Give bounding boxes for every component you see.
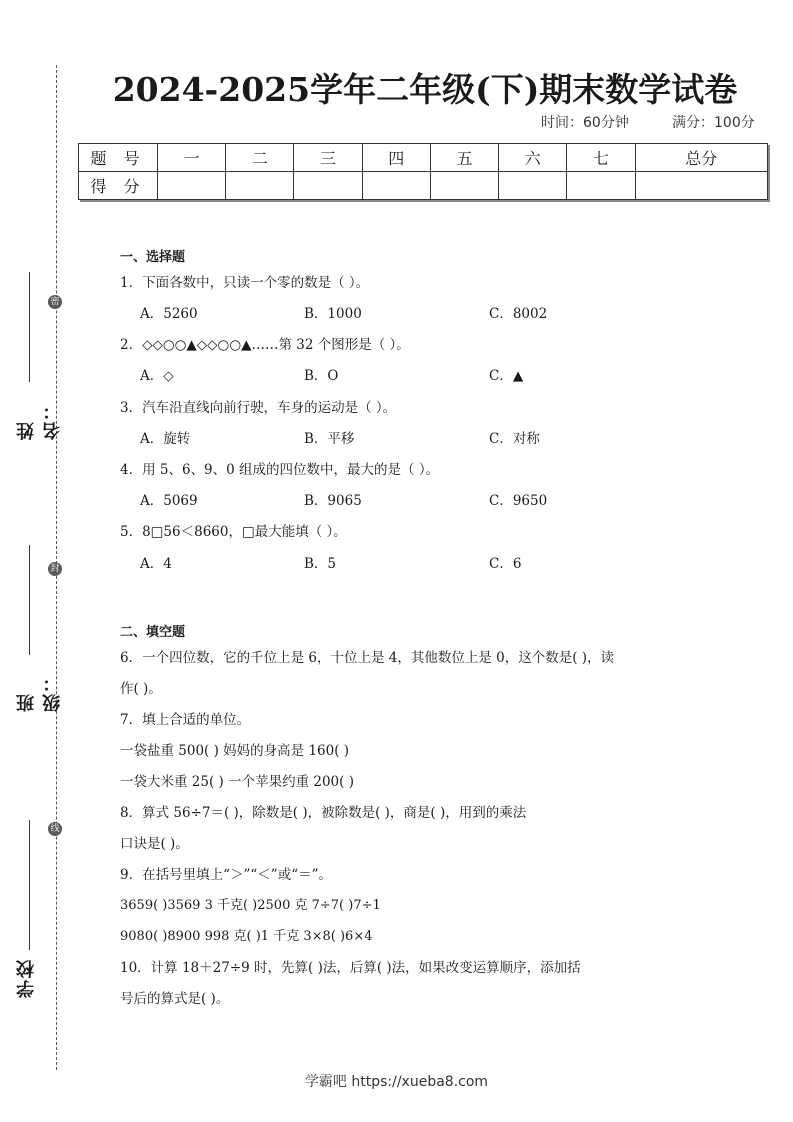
fill-line: 3659( )3569 3 千克( )2500 克 7÷7( )7÷1 bbox=[120, 898, 381, 913]
seal-mark-xian: 线 bbox=[48, 822, 62, 836]
fill-line: 6．一个四位数，它的千位上是 6，十位上是 4，其他数位上是 0，这个数是( )，读 bbox=[120, 650, 615, 666]
question-option[interactable]: C．8002 bbox=[489, 306, 548, 322]
school-label: 学校 bbox=[16, 958, 37, 998]
fill-line: 8．算式 56÷7＝( )，除数是( )，被除数是( )，商是( )，用到的乘法 bbox=[120, 805, 527, 821]
fill-line: 10．计算 18＋27÷9 时，先算( )法，后算( )法，如果改变运算顺序，添加括 bbox=[120, 960, 581, 976]
section-heading-fill: 二、填空题 bbox=[120, 625, 186, 640]
score-table-cell: 总分 bbox=[635, 144, 767, 172]
school-write-line bbox=[29, 820, 30, 950]
class-label: 班级： bbox=[16, 672, 63, 712]
score-table-cell: 三 bbox=[294, 144, 362, 172]
score-table-cell: 二 bbox=[226, 144, 294, 172]
question-stem: 5．8□56＜8660，□最大能填（ ）。 bbox=[120, 524, 347, 540]
fill-line: 一袋大米重 25( ) 一个苹果约重 200( ) bbox=[120, 774, 354, 790]
fill-line: 9080( )8900 998 克( )1 千克 3×8( )6×4 bbox=[120, 929, 373, 944]
question-option[interactable]: A．旋转 bbox=[140, 431, 191, 447]
question-stem: 1．下面各数中，只读一个零的数是（ ）。 bbox=[120, 275, 370, 291]
score-input-cell[interactable] bbox=[294, 172, 362, 200]
score-table-cell: 题 号 bbox=[79, 144, 158, 172]
score-table-cell: 得 分 bbox=[79, 172, 158, 200]
score-table-cell: 一 bbox=[158, 144, 226, 172]
question-option[interactable]: B．9065 bbox=[304, 493, 362, 509]
question-option[interactable]: C．6 bbox=[489, 556, 522, 572]
exam-time: 时间：60分钟 bbox=[541, 115, 629, 131]
class-write-line bbox=[29, 545, 30, 655]
score-table-cell: 五 bbox=[430, 144, 498, 172]
question-option[interactable]: B．5 bbox=[304, 556, 337, 572]
footer-watermark: 学霸吧 https://xueba8.com bbox=[304, 1074, 489, 1090]
exam-full-score: 满分：100分 bbox=[672, 115, 755, 131]
question-option[interactable]: A．◇ bbox=[140, 368, 174, 384]
fill-line: 一袋盐重 500( ) 妈妈的身高是 160( ) bbox=[120, 743, 350, 759]
question-stem: 3．汽车沿直线向前行驶，车身的运动是（ ）。 bbox=[120, 400, 397, 416]
fill-line: 号后的算式是( )。 bbox=[120, 991, 230, 1007]
question-option[interactable]: B．1000 bbox=[304, 306, 362, 322]
score-table-score-row bbox=[79, 172, 768, 200]
question-option[interactable]: C．▲ bbox=[489, 368, 524, 384]
score-input-cell[interactable] bbox=[226, 172, 294, 200]
score-input-cell[interactable] bbox=[635, 172, 767, 200]
fill-line: 7．填上合适的单位。 bbox=[120, 712, 251, 728]
question-stem: 2．◇◇○○▲◇◇○○▲……第 32 个图形是（ ）。 bbox=[120, 337, 410, 353]
score-table-header-row bbox=[79, 144, 768, 172]
score-table bbox=[78, 143, 768, 200]
question-option[interactable]: C．9650 bbox=[489, 493, 548, 509]
seal-mark-feng: 封 bbox=[48, 562, 62, 576]
score-table-cell: 四 bbox=[362, 144, 430, 172]
question-option[interactable]: B．O bbox=[304, 368, 339, 384]
question-option[interactable]: C．对称 bbox=[489, 431, 540, 447]
section-heading-choice: 一、选择题 bbox=[120, 250, 186, 265]
name-label: 姓名： bbox=[16, 400, 63, 440]
score-input-cell[interactable] bbox=[362, 172, 430, 200]
fill-line: 口诀是( )。 bbox=[120, 836, 189, 852]
name-write-line bbox=[29, 272, 30, 382]
fill-line: 作( )。 bbox=[120, 681, 162, 697]
question-option[interactable]: A．5260 bbox=[140, 306, 198, 322]
question-stem: 4．用 5、6、9、0 组成的四位数中，最大的是（ ）。 bbox=[120, 462, 440, 478]
score-input-cell[interactable] bbox=[430, 172, 498, 200]
score-input-cell[interactable] bbox=[499, 172, 567, 200]
exam-title: 2024-2025学年二年级(下)期末数学试卷 bbox=[112, 70, 738, 109]
score-table-cell: 六 bbox=[499, 144, 567, 172]
score-table-cell: 七 bbox=[567, 144, 635, 172]
question-option[interactable]: A．5069 bbox=[140, 493, 198, 509]
score-input-cell[interactable] bbox=[567, 172, 635, 200]
seal-mark-mi: 密 bbox=[48, 295, 62, 309]
question-option[interactable]: B．平移 bbox=[304, 431, 355, 447]
score-input-cell[interactable] bbox=[158, 172, 226, 200]
question-option[interactable]: A．4 bbox=[140, 556, 172, 572]
fill-line: 9．在括号里填上“＞”“＜”或“＝”。 bbox=[120, 867, 332, 883]
